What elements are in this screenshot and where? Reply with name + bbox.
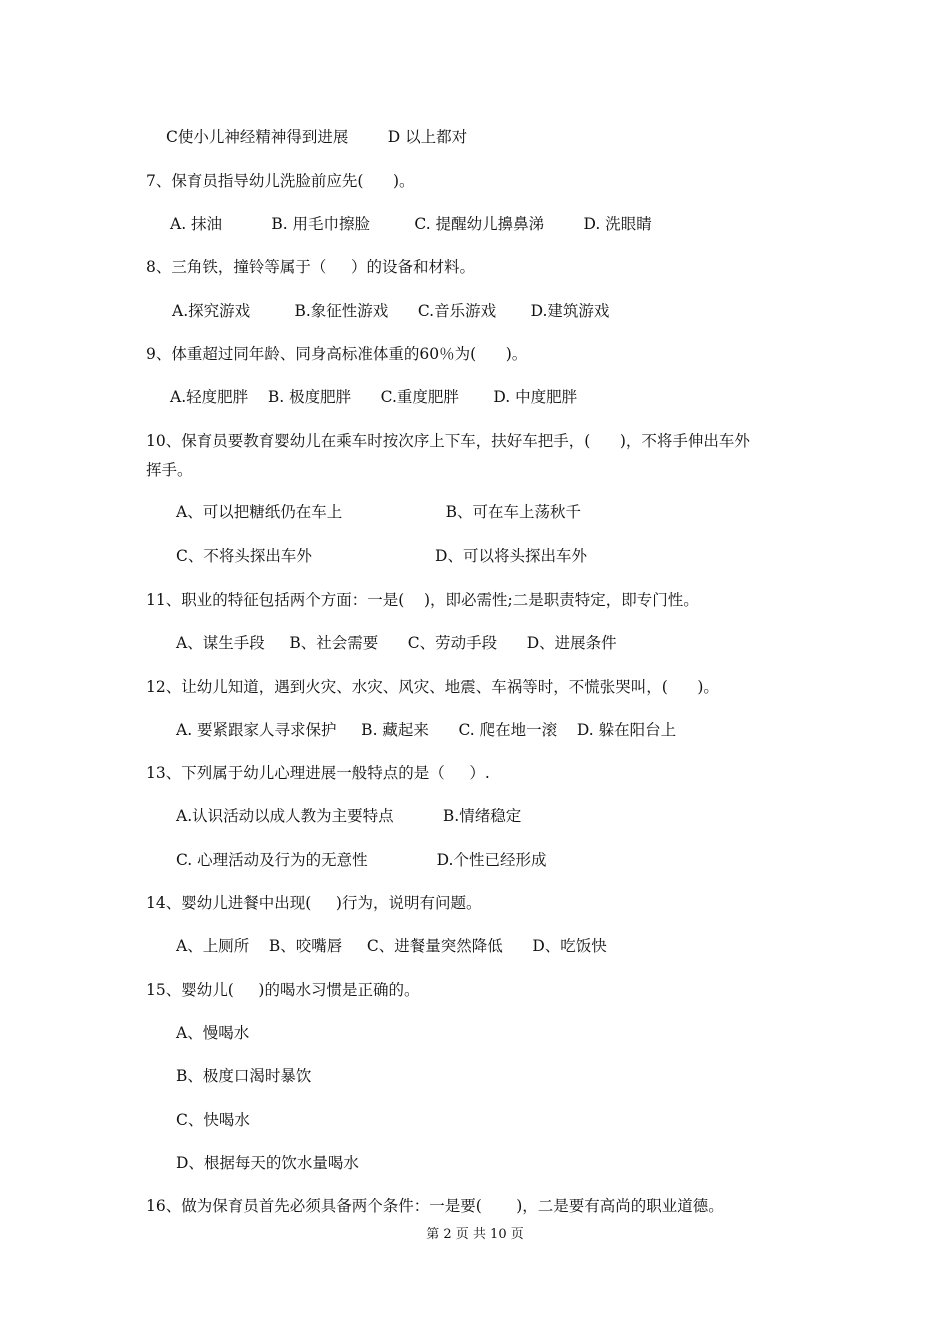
question-10-line2: 挥手。 (146, 461, 193, 479)
q15-option-b: B、极度口渴时暴饮 (176, 1067, 312, 1085)
q7-options: A. 抹油 B. 用毛巾擦脸 C. 提醒幼儿擤鼻涕 D. 洗眼睛 (170, 215, 652, 233)
question-9: 9、体重超过同年龄、同身高标准体重的60％为( )。 (146, 345, 528, 363)
q10-options-cd: C、不将头探出车外 D、可以将头探出车外 (176, 547, 587, 565)
q15-option-d: D、根据每天的饮水量喝水 (176, 1154, 359, 1172)
question-8: 8、三角铁，撞铃等属于（ ）的设备和材料。 (146, 258, 475, 276)
q8-options: A.探究游戏 B.象征性游戏 C.音乐游戏 D.建筑游戏 (172, 302, 610, 320)
question-11: 11、职业的特征包括两个方面：一是( )，即必需性;二是职责特定，即专门性。 (146, 591, 699, 609)
question-12: 12、让幼儿知道，遇到火灾、水灾、风灾、地震、车祸等时，不慌张哭叫，( )。 (146, 678, 719, 696)
question-7: 7、保育员指导幼儿洗脸前应先( )。 (146, 172, 415, 190)
question-13: 13、下列属于幼儿心理进展一般特点的是（ ）. (146, 764, 490, 782)
question-14: 14、婴幼儿进餐中出现( )行为，说明有问题。 (146, 894, 482, 912)
page-footer: 第 2 页 共 10 页 (426, 1227, 524, 1242)
q15-option-a: A、慢喝水 (176, 1024, 250, 1042)
q15-option-c: C、快喝水 (176, 1111, 250, 1129)
q12-options: A. 要紧跟家人寻求保护 B. 藏起来 C. 爬在地一滚 D. 躲在阳台上 (176, 721, 677, 739)
question-15: 15、婴幼儿( )的喝水习惯是正确的。 (146, 981, 420, 999)
question-10-line1: 10、保育员要教育婴幼儿在乘车时按次序上下车，扶好车把手，( )，不将手伸出车外 (146, 432, 750, 450)
q14-options: A、上厕所 B、咬嘴唇 C、进餐量突然降低 D、吃饭快 (176, 937, 607, 955)
q6-options-cd: C使小儿神经精神得到进展 D 以上都对 (166, 128, 468, 146)
question-16: 16、做为保育员首先必须具备两个条件：一是要( )，二是要有高尚的职业道德。 (146, 1197, 724, 1215)
q10-options-ab: A、可以把糖纸仍在车上 B、可在车上荡秋千 (176, 503, 582, 521)
q11-options: A、谋生手段 B、社会需要 C、劳动手段 D、进展条件 (176, 634, 617, 652)
q13-options-ab: A.认识活动以成人教为主要特点 B.情绪稳定 (176, 807, 522, 825)
q9-options: A.轻度肥胖 B. 极度肥胖 C.重度肥胖 D. 中度肥胖 (170, 388, 578, 406)
q13-options-cd: C. 心理活动及行为的无意性 D.个性已经形成 (176, 851, 547, 869)
